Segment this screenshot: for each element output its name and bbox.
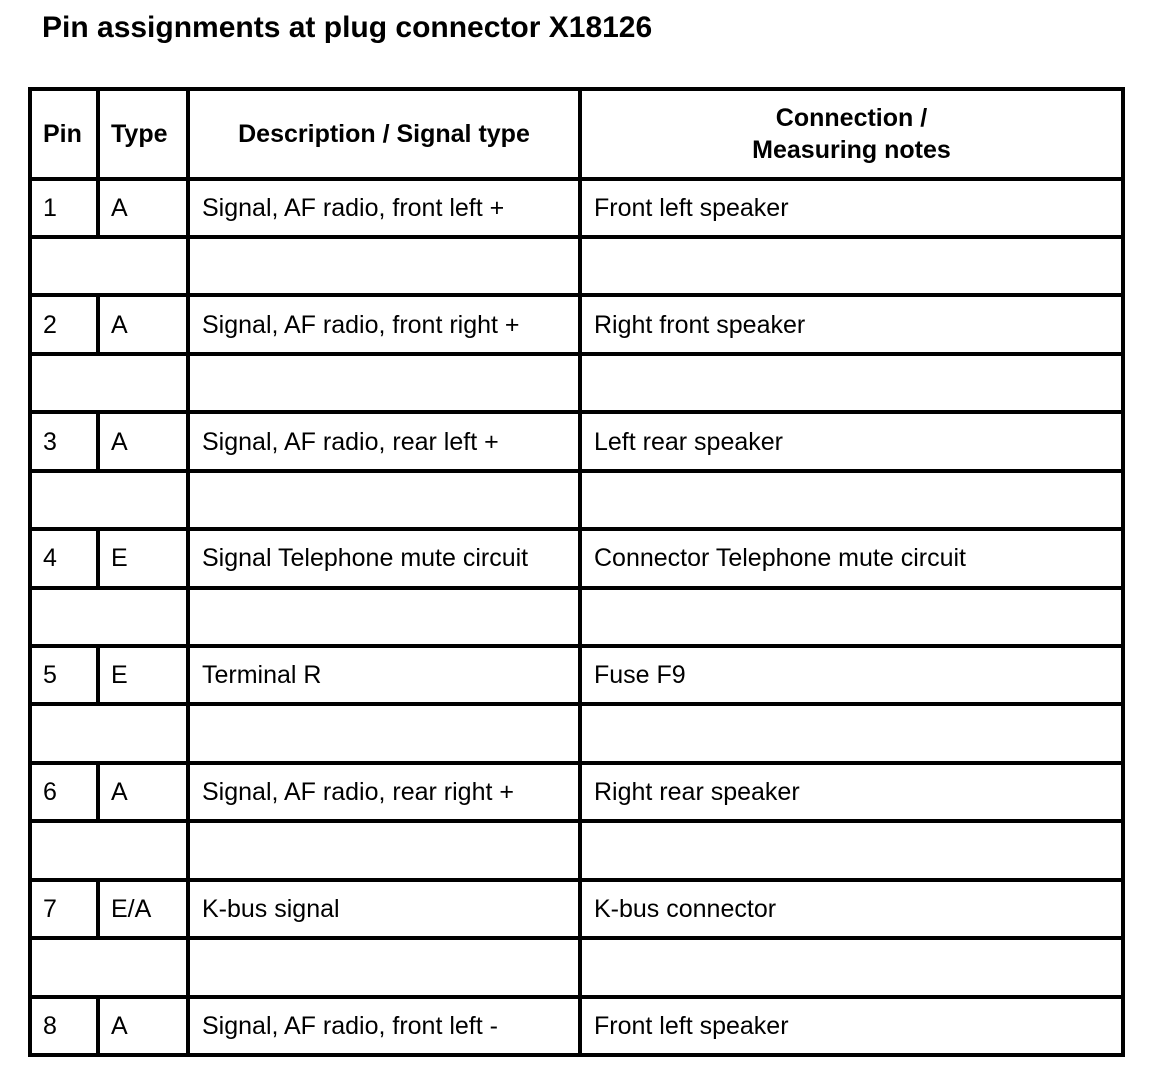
type-cell: E — [100, 648, 190, 706]
pin-cell: 7 — [32, 882, 100, 940]
connection-cell: Connector Telephone mute circuit — [582, 531, 1125, 589]
table-row — [32, 882, 1125, 940]
connection-cell: Fuse F9 — [582, 648, 1125, 706]
header-description: Description / Signal type — [190, 91, 582, 181]
spacer-cell — [582, 473, 1125, 531]
spacer-cell — [190, 940, 582, 998]
header-connection-line2: Measuring notes — [752, 135, 951, 164]
spacer-row — [32, 239, 1125, 297]
header-type: Type — [100, 91, 190, 181]
table-row — [32, 181, 1125, 239]
description-cell: K-bus signal — [190, 882, 582, 940]
table-row — [32, 999, 1125, 1057]
spacer-cell — [32, 823, 190, 881]
table-row — [32, 648, 1125, 706]
type-cell: A — [100, 414, 190, 472]
spacer-row — [32, 473, 1125, 531]
spacer-row — [32, 356, 1125, 414]
spacer-cell — [190, 356, 582, 414]
type-cell: A — [100, 765, 190, 823]
description-cell: Terminal R — [190, 648, 582, 706]
pin-cell: 8 — [32, 999, 100, 1057]
connection-cell: Right rear speaker — [582, 765, 1125, 823]
spacer-cell — [32, 239, 190, 297]
spacer-cell — [582, 823, 1125, 881]
header-connection-line1: Connection / — [775, 103, 928, 132]
spacer-row — [32, 823, 1125, 881]
spacer-cell — [32, 940, 190, 998]
spacer-row — [32, 590, 1125, 648]
table-row — [32, 531, 1125, 589]
header-pin: Pin — [32, 91, 100, 181]
spacer-cell — [190, 823, 582, 881]
spacer-cell — [582, 590, 1125, 648]
spacer-cell — [32, 706, 190, 764]
spacer-cell — [32, 590, 190, 648]
spacer-cell — [190, 239, 582, 297]
type-cell: A — [100, 297, 190, 355]
description-cell: Signal, AF radio, front left + — [190, 181, 582, 239]
spacer-cell — [32, 473, 190, 531]
description-cell: Signal, AF radio, rear right + — [190, 765, 582, 823]
spacer-cell — [582, 706, 1125, 764]
spacer-cell — [190, 706, 582, 764]
pin-cell: 3 — [32, 414, 100, 472]
type-cell: E — [100, 531, 190, 589]
page-title: Pin assignments at plug connector X18126 — [42, 11, 653, 44]
pin-cell: 1 — [32, 181, 100, 239]
spacer-cell — [582, 940, 1125, 998]
type-cell: A — [100, 999, 190, 1057]
pin-cell: 4 — [32, 531, 100, 589]
connection-cell: Front left speaker — [582, 999, 1125, 1057]
table-row — [32, 297, 1125, 355]
description-cell: Signal, AF radio, front left - — [190, 999, 582, 1057]
spacer-row — [32, 940, 1125, 998]
spacer-cell — [582, 356, 1125, 414]
spacer-row — [32, 706, 1125, 764]
connection-cell: Front left speaker — [582, 181, 1125, 239]
connection-cell: K-bus connector — [582, 882, 1125, 940]
pin-cell: 6 — [32, 765, 100, 823]
type-cell: A — [100, 181, 190, 239]
description-cell: Signal, AF radio, front right + — [190, 297, 582, 355]
table-row — [32, 414, 1125, 472]
type-cell: E/A — [100, 882, 190, 940]
connection-cell: Right front speaker — [582, 297, 1125, 355]
header-row — [32, 91, 1125, 181]
description-cell: Signal Telephone mute circuit — [190, 531, 582, 589]
pin-cell: 5 — [32, 648, 100, 706]
description-cell: Signal, AF radio, rear left + — [190, 414, 582, 472]
spacer-cell — [190, 473, 582, 531]
spacer-cell — [32, 356, 190, 414]
header-connection — [582, 91, 1125, 181]
table-row — [32, 765, 1125, 823]
spacer-cell — [582, 239, 1125, 297]
pin-cell: 2 — [32, 297, 100, 355]
connection-cell: Left rear speaker — [582, 414, 1125, 472]
pin-assignment-table — [28, 87, 1125, 1057]
spacer-cell — [190, 590, 582, 648]
